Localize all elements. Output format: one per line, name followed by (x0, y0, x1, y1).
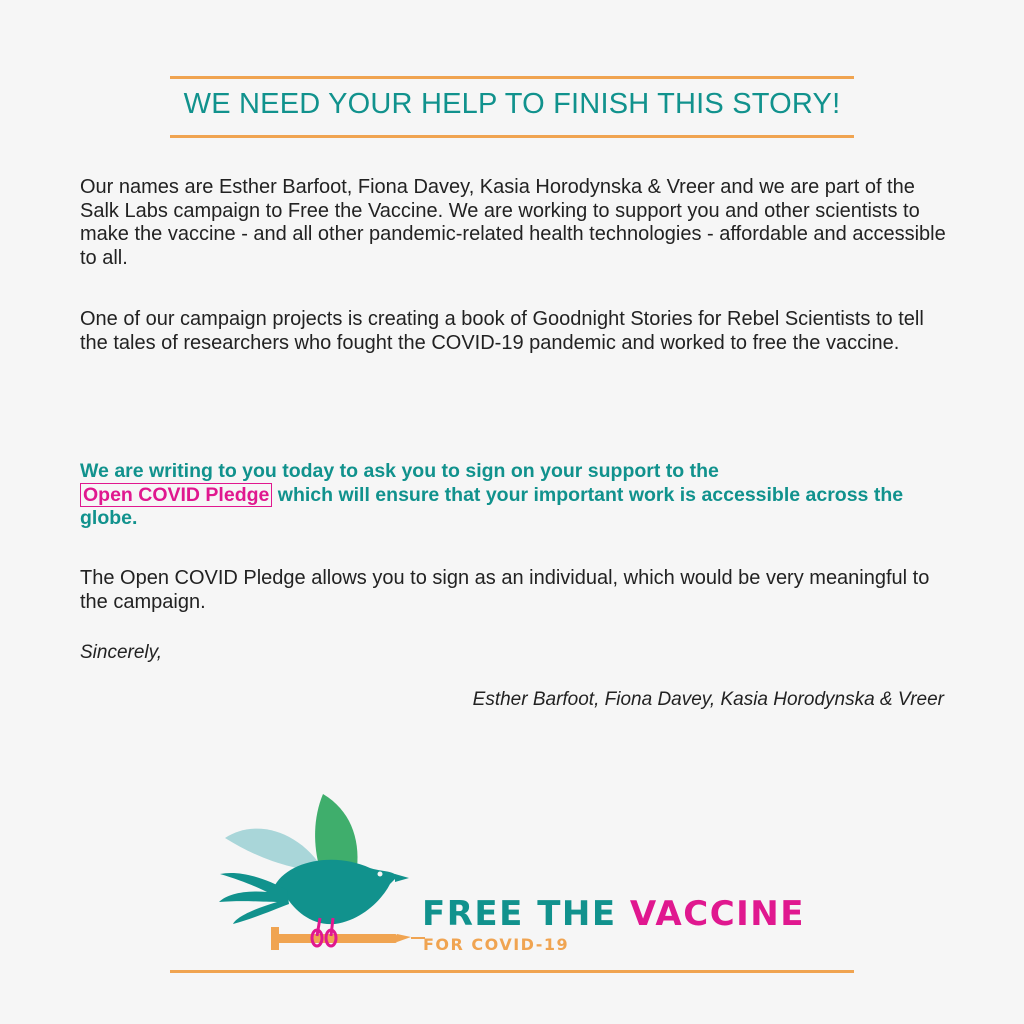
signature: Esther Barfoot, Fiona Davey, Kasia Horodynska & Vreer (472, 689, 944, 710)
title-divider (170, 135, 854, 138)
logo-subtitle: FOR COVID-19 (423, 935, 570, 954)
request-text-before: We are writing to you today to ask you to sign on your support to the (80, 460, 719, 482)
logo-title (422, 894, 805, 934)
individual-paragraph: The Open COVID Pledge allows you to sign as an individual, which would be very meaningful to the campaign. (80, 567, 930, 613)
bottom-divider (170, 970, 854, 973)
request-paragraph (80, 460, 950, 531)
open-covid-pledge-link[interactable]: Open COVID Pledge (80, 483, 272, 507)
bird-on-syringe-icon (215, 790, 425, 960)
top-divider (170, 76, 854, 79)
logo-title-vaccine: VACCINE (629, 894, 805, 934)
free-the-vaccine-logo (215, 790, 815, 960)
request-text-after: which will ensure that your important work is accessible across the globe. (80, 483, 904, 529)
page-title: WE NEED YOUR HELP TO FINISH THIS STORY! (183, 88, 841, 120)
intro-paragraph: Our names are Esther Barfoot, Fiona Davey, Kasia Horodynska & Vreer and we are part of the Salk Labs campaign to Free the Vaccine. We are working to support you and other scientists to make the vaccine - and all other pandemic-related health technologies - affordable and accessible to all. (80, 176, 946, 269)
closing: Sincerely, (80, 642, 163, 663)
logo-title-free-the: FREE THE (422, 894, 617, 934)
project-paragraph: One of our campaign projects is creating a book of Goodnight Stories for Rebel Scientists to tell the tales of researchers who fought the COVID-19 pandemic and worked to free the vaccine. (80, 308, 924, 354)
